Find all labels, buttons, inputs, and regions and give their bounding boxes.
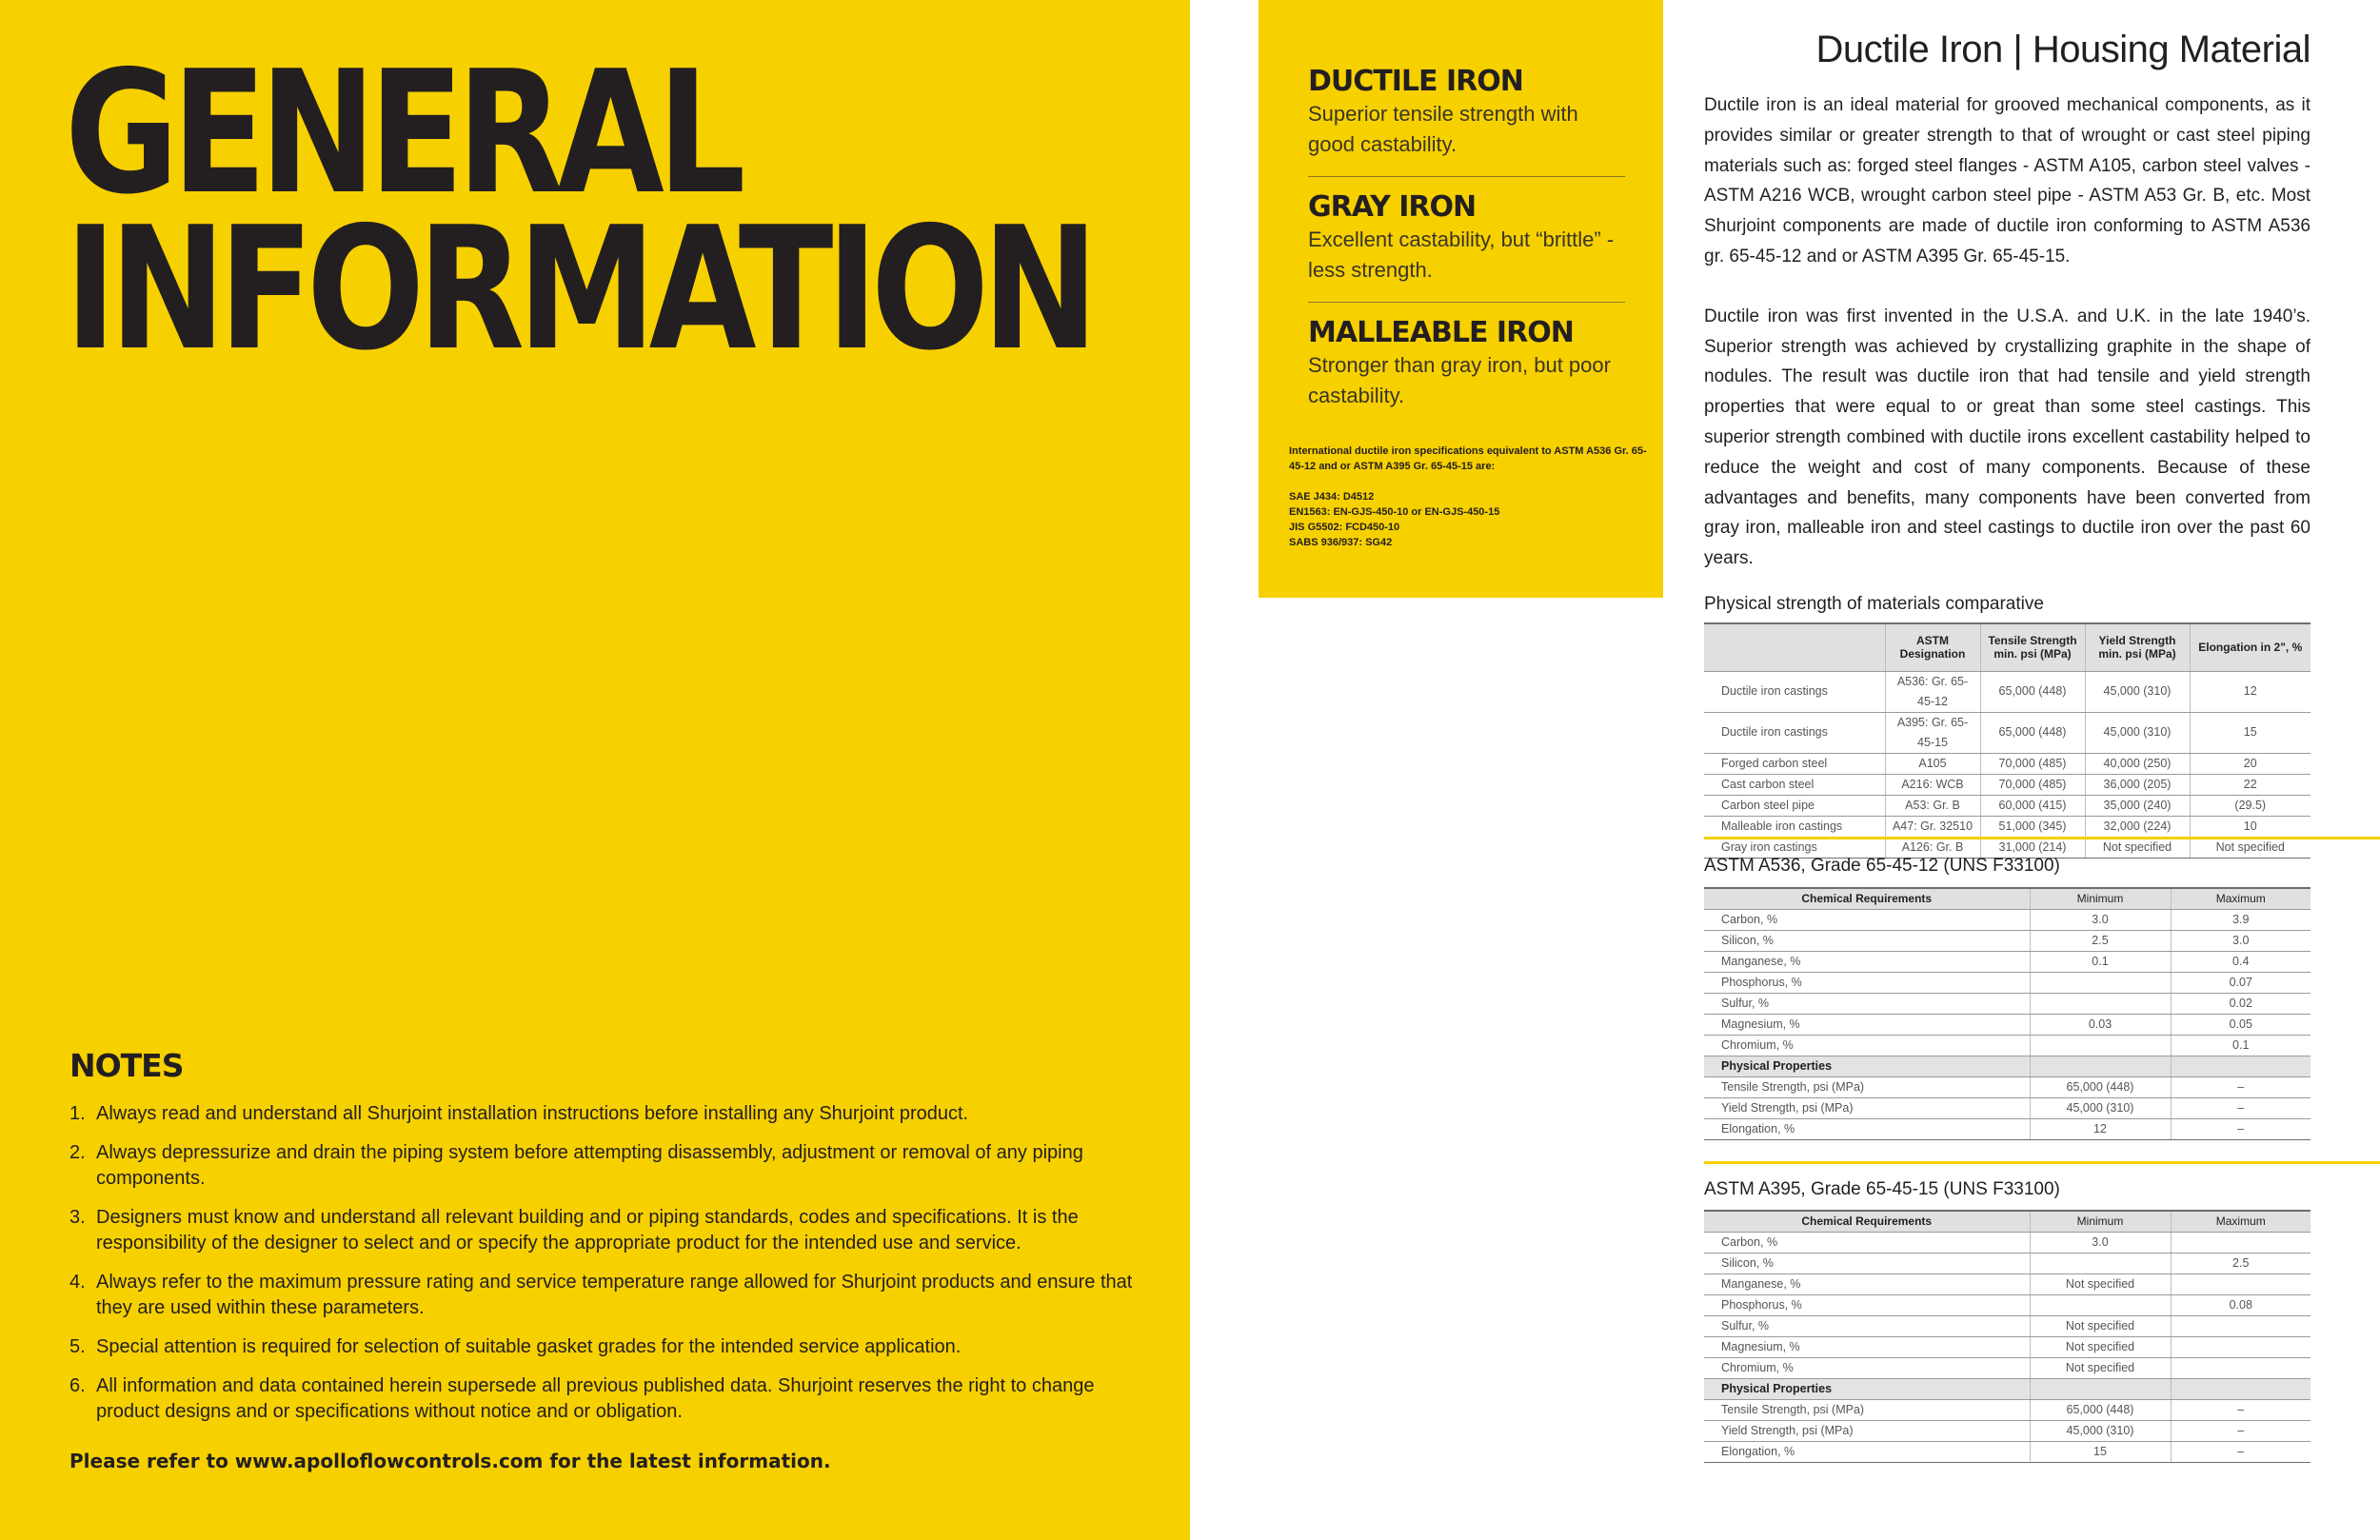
table-cell: Forged carbon steel — [1704, 753, 1885, 774]
table-cell: 2.5 — [2171, 1253, 2311, 1273]
table-cell: 70,000 (485) — [1980, 753, 2085, 774]
note-number: 3. — [69, 1207, 86, 1228]
table-row — [1704, 1315, 2311, 1336]
table-cell — [2030, 1378, 2171, 1399]
table-title-a536: ASTM A536, Grade 65-45-12 (UNS F33100) — [1704, 856, 2060, 876]
table-row — [1704, 1118, 2311, 1139]
table-cell: 2.5 — [2030, 930, 2171, 951]
iron-type-title: MALLEABLE IRON — [1308, 316, 1574, 349]
table-row — [1704, 930, 2311, 951]
table-cell: Manganese, % — [1704, 1273, 2030, 1294]
note-item — [69, 1334, 1136, 1360]
table-header-cell: Elongation in 2", % — [2190, 623, 2311, 671]
table-row — [1704, 1253, 2311, 1273]
table-cell — [2171, 1056, 2311, 1076]
note-number: 2. — [69, 1142, 86, 1163]
table-cell: Phosphorus, % — [1704, 1294, 2030, 1315]
table-cell: – — [2171, 1097, 2311, 1118]
page-title-line-2: INFORMATION — [65, 190, 1092, 387]
body-paragraph: Ductile iron was first invented in the U.S.A. and U.K. in the late 1940’s. Superior strength was achieved by crystallizing graphite in the shape of nodules. The result was ductile iron that had tensile and yield strength properties that were equal to or great than some steel castings. This superior strength combined with ductile irons excellent castability helped to reduce the weight and cost of many components. Because of these advantages and benefits, many components have been converted from gray iron, malleable iron and steel castings to ductile iron over the past 60 years. — [1704, 306, 2311, 569]
table-row — [1704, 909, 2311, 930]
table-cell: 65,000 (448) — [1980, 671, 2085, 712]
table-row — [1704, 795, 2311, 816]
table-cell: – — [2171, 1420, 2311, 1441]
table-row — [1704, 837, 2311, 858]
table-cell — [2171, 1378, 2311, 1399]
table-cell — [2030, 1035, 2171, 1056]
table-cell: 45,000 (310) — [2030, 1420, 2171, 1441]
table-cell — [2030, 972, 2171, 993]
table-cell: A216: WCB — [1885, 774, 1980, 795]
table-header-row — [1704, 623, 2311, 671]
table-cell: Yield Strength, psi (MPa) — [1704, 1420, 2030, 1441]
table-subheader-row — [1704, 1056, 2311, 1076]
table-cell: – — [2171, 1118, 2311, 1139]
table-row — [1704, 1336, 2311, 1357]
table-cell: 15 — [2190, 712, 2311, 753]
table-cell — [2030, 1056, 2171, 1076]
table-subheader-row — [1704, 1378, 2311, 1399]
table-cell: Silicon, % — [1704, 930, 2030, 951]
table-cell: 65,000 (448) — [2030, 1399, 2171, 1420]
iron-type-description: Superior tensile strength with good castability. — [1308, 102, 1578, 156]
table-title-a395: ASTM A395, Grade 65-45-15 (UNS F33100) — [1704, 1179, 2060, 1199]
table-row — [1704, 1399, 2311, 1420]
table-cell: 65,000 (448) — [2030, 1076, 2171, 1097]
table-row — [1704, 1294, 2311, 1315]
spec-intro: International ductile iron specifications equivalent to ASTM A536 Gr. 65-45-12 and or ASTM A395 Gr. 65-45-15 are: — [1289, 445, 1647, 472]
notes-list — [69, 1101, 1136, 1425]
divider — [1308, 302, 1625, 303]
table-cell: 51,000 (345) — [1980, 816, 2085, 837]
table-cell: Malleable iron castings — [1704, 816, 1885, 837]
table-cell: Sulfur, % — [1704, 993, 2030, 1014]
table-cell: 0.03 — [2030, 1014, 2171, 1035]
table-cell: Cast carbon steel — [1704, 774, 1885, 795]
spec-item: SAE J434: D4512 — [1289, 491, 1375, 503]
notes-section — [69, 1047, 1136, 1472]
table-cell: 32,000 (224) — [2085, 816, 2190, 837]
table-row — [1704, 993, 2311, 1014]
iron-type-title: DUCTILE IRON — [1308, 65, 1523, 98]
spec-equivalents-note — [1289, 444, 1651, 550]
page-title — [65, 34, 1092, 387]
table-title-strength: Physical strength of materials comparative — [1704, 594, 2044, 614]
note-item — [69, 1205, 1136, 1256]
table-cell: Tensile Strength, psi (MPa) — [1704, 1076, 2030, 1097]
table-cell: Not specified — [2085, 837, 2190, 858]
note-text: Designers must know and understand all relevant building and or piping standards, codes and specifications. It is the responsibility of the designer to select and or specify the appropriate product for the intended use and service. — [96, 1207, 1079, 1254]
notes-heading: NOTES — [69, 1047, 184, 1084]
table-row — [1704, 1273, 2311, 1294]
table-cell: – — [2171, 1076, 2311, 1097]
table-cell: 0.02 — [2171, 993, 2311, 1014]
table-subheader-cell: Physical Properties — [1704, 1378, 2030, 1399]
table-cell: Not specified — [2030, 1315, 2171, 1336]
table-header-row — [1704, 1211, 2311, 1232]
a395-requirements-table — [1704, 1210, 2311, 1463]
spec-item: EN1563: EN-GJS-450-10 or EN-GJS-450-15 — [1289, 506, 1500, 518]
housing-material-section — [1704, 29, 2311, 574]
note-text: Special attention is required for selection of suitable gasket grades for the intended service application. — [96, 1336, 962, 1357]
table-cell: (29.5) — [2190, 795, 2311, 816]
table-cell: 45,000 (310) — [2085, 712, 2190, 753]
a536-requirements-table — [1704, 887, 2311, 1140]
section-title: Ductile Iron | Housing Material — [1815, 29, 2311, 70]
table-cell: Not specified — [2190, 837, 2311, 858]
table-row — [1704, 1420, 2311, 1441]
table-cell: 20 — [2190, 753, 2311, 774]
table-cell — [2030, 993, 2171, 1014]
yellow-divider — [1704, 1161, 2380, 1164]
yellow-divider — [1704, 837, 2380, 839]
spec-item: SABS 936/937: SG42 — [1289, 537, 1393, 548]
table-cell: Magnesium, % — [1704, 1014, 2030, 1035]
iron-type-malleable — [1308, 316, 1617, 411]
iron-type-description: Stronger than gray iron, but poor castability. — [1308, 353, 1611, 407]
table-cell: 65,000 (448) — [1980, 712, 2085, 753]
table-row — [1704, 1076, 2311, 1097]
table-cell: A47: Gr. 32510 — [1885, 816, 1980, 837]
table-cell: Not specified — [2030, 1357, 2171, 1378]
table-header-cell — [1704, 623, 1885, 671]
table-cell: 22 — [2190, 774, 2311, 795]
table-cell: 15 — [2030, 1441, 2171, 1462]
table-cell — [2171, 1315, 2311, 1336]
table-cell: Manganese, % — [1704, 951, 2030, 972]
table-subheader-cell: Physical Properties — [1704, 1056, 2030, 1076]
table-cell: Magnesium, % — [1704, 1336, 2030, 1357]
table-cell: A105 — [1885, 753, 1980, 774]
table-cell: Elongation, % — [1704, 1441, 2030, 1462]
table-cell: – — [2171, 1441, 2311, 1462]
table-cell: Ductile iron castings — [1704, 671, 1885, 712]
table-header-row — [1704, 888, 2311, 909]
table-cell: 45,000 (310) — [2085, 671, 2190, 712]
table-cell: Silicon, % — [1704, 1253, 2030, 1273]
table-row — [1704, 712, 2311, 753]
table-cell: 0.05 — [2171, 1014, 2311, 1035]
iron-type-title: GRAY IRON — [1308, 190, 1477, 224]
iron-type-gray — [1308, 190, 1617, 286]
table-header-cell: Maximum — [2171, 888, 2311, 909]
table-cell: 31,000 (214) — [1980, 837, 2085, 858]
table-header-cell: Tensile Strength min. psi (MPa) — [1980, 623, 2085, 671]
table-cell — [2171, 1273, 2311, 1294]
note-text: Always depressurize and drain the piping system before attempting disassembly, adjustment or removal of any piping components. — [96, 1142, 1083, 1189]
table-cell: 35,000 (240) — [2085, 795, 2190, 816]
table-cell: Not specified — [2030, 1273, 2171, 1294]
table-cell: Chromium, % — [1704, 1035, 2030, 1056]
table-cell: 40,000 (250) — [2085, 753, 2190, 774]
note-item — [69, 1373, 1136, 1425]
note-text: Always refer to the maximum pressure rating and service temperature range allowed for Shurjoint products and ensure that they are used within these parameters. — [96, 1272, 1133, 1318]
table-cell: Not specified — [2030, 1336, 2171, 1357]
iron-type-description: Excellent castability, but “brittle” - less strength. — [1308, 227, 1615, 282]
table-header-cell: Maximum — [2171, 1211, 2311, 1232]
note-number: 1. — [69, 1103, 86, 1124]
table-cell: 0.08 — [2171, 1294, 2311, 1315]
table-row — [1704, 753, 2311, 774]
table-cell: Ductile iron castings — [1704, 712, 1885, 753]
table-cell: 45,000 (310) — [2030, 1097, 2171, 1118]
table-cell: Yield Strength, psi (MPa) — [1704, 1097, 2030, 1118]
table-cell: Carbon steel pipe — [1704, 795, 1885, 816]
table-cell: 0.1 — [2171, 1035, 2311, 1056]
table-row — [1704, 816, 2311, 837]
table-cell: 3.0 — [2030, 909, 2171, 930]
table-cell: 0.4 — [2171, 951, 2311, 972]
table-cell: – — [2171, 1399, 2311, 1420]
note-item — [69, 1101, 1136, 1127]
table-cell: Carbon, % — [1704, 1232, 2030, 1253]
table-row — [1704, 1232, 2311, 1253]
table-cell: A53: Gr. B — [1885, 795, 1980, 816]
table-cell: 36,000 (205) — [2085, 774, 2190, 795]
table-row — [1704, 1014, 2311, 1035]
table-cell — [2171, 1336, 2311, 1357]
table-header-cell: Minimum — [2030, 1211, 2171, 1232]
table-row — [1704, 1035, 2311, 1056]
table-row — [1704, 972, 2311, 993]
table-cell: 3.0 — [2030, 1232, 2171, 1253]
table-cell — [2171, 1357, 2311, 1378]
table-cell: 3.9 — [2171, 909, 2311, 930]
table-cell: Sulfur, % — [1704, 1315, 2030, 1336]
table-cell: 0.07 — [2171, 972, 2311, 993]
note-text: Always read and understand all Shurjoint installation instructions before installing any Shurjoint product. — [96, 1103, 969, 1124]
table-cell: Chromium, % — [1704, 1357, 2030, 1378]
table-row — [1704, 1097, 2311, 1118]
table-row — [1704, 1441, 2311, 1462]
note-number: 4. — [69, 1272, 86, 1293]
table-header-cell: Chemical Requirements — [1704, 1211, 2030, 1232]
note-text: All information and data contained herein supersede all previous published data. Shurjoint reserves the right to change product designs and or specifications without notice and or obligation. — [96, 1375, 1095, 1422]
note-number: 6. — [69, 1375, 86, 1396]
table-cell: 70,000 (485) — [1980, 774, 2085, 795]
table-header-cell: Yield Strength min. psi (MPa) — [2085, 623, 2190, 671]
page-title-line-1: GENERAL — [65, 34, 740, 231]
table-cell: 10 — [2190, 816, 2311, 837]
iron-types-box — [1259, 0, 1663, 598]
iron-type-ductile — [1308, 65, 1617, 160]
divider — [1308, 176, 1625, 177]
table-cell: A126: Gr. B — [1885, 837, 1980, 858]
strength-comparison-table — [1704, 622, 2311, 859]
website-reference: Please refer to www.apolloflowcontrols.com for the latest information. — [69, 1450, 831, 1472]
table-cell: 60,000 (415) — [1980, 795, 2085, 816]
table-cell: Gray iron castings — [1704, 837, 1885, 858]
table-row — [1704, 774, 2311, 795]
spec-item: JIS G5502: FCD450-10 — [1289, 522, 1400, 533]
table-row — [1704, 951, 2311, 972]
table-cell: A395: Gr. 65-45-15 — [1885, 712, 1980, 753]
note-item — [69, 1270, 1136, 1321]
table-cell — [2171, 1232, 2311, 1253]
table-cell — [2030, 1253, 2171, 1273]
table-cell: A536: Gr. 65-45-12 — [1885, 671, 1980, 712]
table-header-cell: Chemical Requirements — [1704, 888, 2030, 909]
table-header-cell: ASTM Designation — [1885, 623, 1980, 671]
table-header-cell: Minimum — [2030, 888, 2171, 909]
table-cell: 12 — [2190, 671, 2311, 712]
table-cell: 0.1 — [2030, 951, 2171, 972]
table-cell: 12 — [2030, 1118, 2171, 1139]
table-cell: 3.0 — [2171, 930, 2311, 951]
table-row — [1704, 1357, 2311, 1378]
body-paragraph: Ductile iron is an ideal material for grooved mechanical components, as it provides similar or greater strength to that of wrought or cast steel piping materials such as: forged steel flanges - ASTM A105, carbon steel valves - ASTM A216 WCB, wrought carbon steel pipe - ASTM A53 Gr. B, etc. Most Shurjoint components are made of ductile iron conforming to ASTM A536 gr. 65-45-12 and or ASTM A395 Gr. 65-45-15. — [1704, 95, 2311, 267]
note-number: 5. — [69, 1336, 86, 1357]
table-cell: Phosphorus, % — [1704, 972, 2030, 993]
note-item — [69, 1140, 1136, 1192]
table-cell: Elongation, % — [1704, 1118, 2030, 1139]
table-cell — [2030, 1294, 2171, 1315]
table-cell: Carbon, % — [1704, 909, 2030, 930]
table-cell: Tensile Strength, psi (MPa) — [1704, 1399, 2030, 1420]
table-row — [1704, 671, 2311, 712]
